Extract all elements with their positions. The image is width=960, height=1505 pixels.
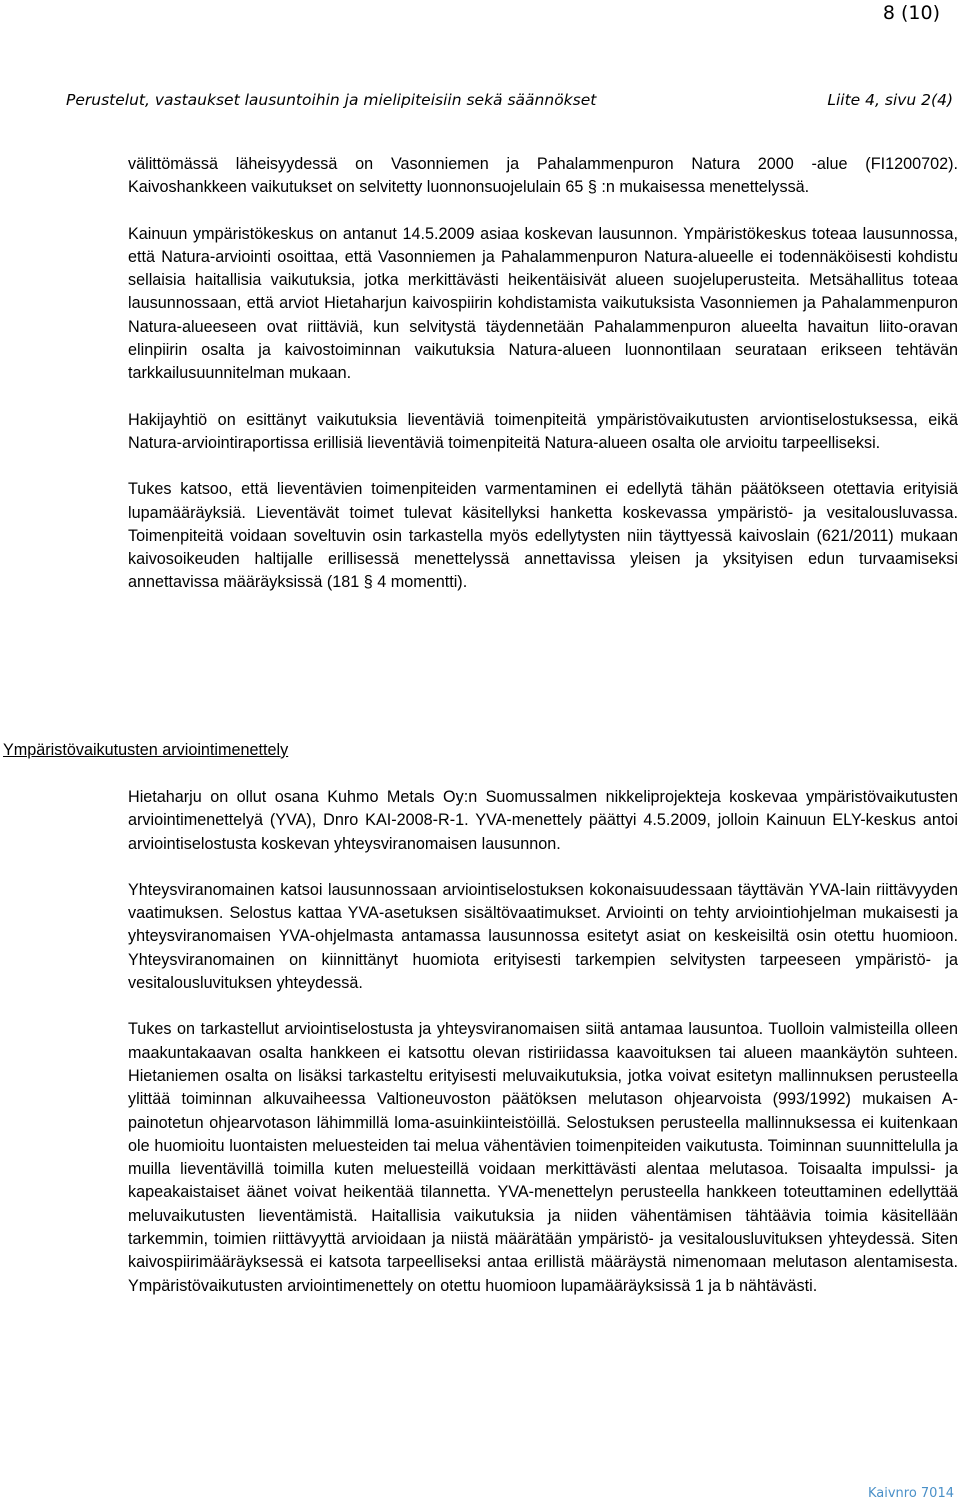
body-text-bottom (128, 786, 958, 1298)
paragraph: Hietaharju on ollut osana Kuhmo Metals Oy:n Suomussalmen nikkeliprojekteja koskevaa ympäristövaikutusten arviointimenettelyä (YVA), Dnro KAI-2008-R-1. YVA-menettely päättyi 4.5.2009, jolloin Kainuun ELY-keskus antoi arviointiselostusta koskevan yhteysviranomaisen lausunnon. (128, 788, 958, 853)
footer-kaivnro: Kaivnro 7014 (867, 1486, 954, 1501)
header-attachment-ref: Liite 4, sivu 2(4) (827, 91, 953, 109)
section-heading: Ympäristövaikutusten arviointimenettely (3, 741, 289, 759)
header-title: Perustelut, vastaukset lausuntoihin ja mielipiteisiin sekä säännökset (66, 91, 597, 109)
paragraph: Yhteysviranomainen katsoi lausunnossaan arviointiselostuksen kokonaisuudessaan täyttävän YVA-lain riittävyyden vaatimuksen. Selostus kattaa YVA-asetuksen sisältövaatimukset. Arviointi on tehty arviointiohjelman mukaisesti ja yhteysviranomaisen YVA-ohjelmasta antamassa lausunnossa esitetyt asiat on keskeisiltä osin otettu huomioon. Yhteysviranomainen on kiinnittänyt huomiota erityisesti tarkempien selvitysten tarpeeseen ympäristö- ja vesitalousluvituksen yhteydessä. (128, 880, 958, 993)
page-number: 8 (10) (882, 2, 940, 24)
paragraph: välittömässä läheisyydessä on Vasonniemen ja Pahalammenpuron Natura 2000 -alue (FI1200702). Kaivoshankkeen vaikutukset on selvitetty luonnonsuojelulain 65 § :n mukaisessa menettelyssä. (128, 155, 958, 197)
paragraph: Hakijayhtiö on esittänyt vaikutuksia lieventäviä toimenpiteitä ympäristövaikutusten arviontiselostuksessa, eikä Natura-arviointiraportissa erillisiä lieventäviä toimenpiteitä Natura-alueen osalta ole arvioitu tarpeelliseksi. (128, 410, 958, 452)
body-text-top (128, 153, 958, 595)
paragraph: Tukes katsoo, että lieventävien toimenpiteiden varmentaminen ei edellytä tähän päätökseen otettavia erityisiä lupamääräyksiä. Lieventävät toimet tulevat käsitellyksi hanketta koskevassa ympäristö- ja vesitalousluvassa. Toimenpiteitä voidaan soveltuvin osin tarkastella myös edellytysten niin täyttyessä kaivoslain (621/2011) mukaan kaivosoikeuden haltijalle erillisessä menettelyssä annettavissa yleisen ja yksityisen edun turvaamiseksi annettavissa määräyksissä (181 § 4 momentti). (128, 480, 958, 592)
paragraph: Tukes on tarkastellut arviointiselostusta ja yhteysviranomaisen siitä antamaa lausuntoa. Tuolloin valmisteilla olleen maakuntakaavan osalta hankkeen ei katsottu olevan ristiriidassa kaavoituksen tai alueen maankäytön suhteen. Hietaniemen osalta on lisäksi tarkasteltu erityisesti meluvaikutuksia, jotka voivat esitetyn mallinnuksen perusteella ylittää toiminnan alkuvaiheessa Valtioneuvoston päätöksen melutason ohjearvoista (993/1992) mukaisen A-painotetun ohjearvotason lähimmillä loma-asuinkiinteistöillä. Selostuksen perusteella mallinnuksessa ei kuitenkaan ole huomioitu luontaisten meluesteiden tai melua vähentävien toimenpiteiden vaikutusta. Toiminnan suunnittelulla ja muilla lieventävillä toimilla kuten meluesteillä voidaan merkittävästi alentaa melutasoa. Toisaalta impulssi- ja kapeakaistaiset äänet voivat heikentää tilannetta. YVA-menettelyn perusteella hankkeen toteuttaminen edellyttää meluvaikutusten lieventämistä. Haitallisia vaikutuksia ja niiden vähentämisen tähtäävia toimia käsitellään tarkemmin, toimien riittävyyttä arvioidaan ja niistä määrätään ympäristö- ja vesitalousluvituksen yhteydessä. Siten kaivospiirimääräyksessä ei katsota tarpeelliseksi antaa erillistä määräystä nimenomaan melutason alentamisesta. Ympäristövaikutusten arviointimenettely on otettu huomioon lupamääräyksissä 1 ja b nähtävästi. (128, 1020, 958, 1295)
paragraph: Kainuun ympäristökeskus on antanut 14.5.2009 asiaa koskevan lausunnon. Ympäristökeskus toteaa lausunnossa, että Natura-arviointi osoittaa, että Vasonniemen ja Pahalammenpuron Natura-alueelle ei todennäköisesti kohdistu sellaisia haitallisia vaikutuksia, jotka merkittävästi heikentäisivät alueen suojeluperusteita. Metsähallitus toteaa lausunnossaan, että arviot Hietaharjun kaivospiirin kohdistamista vaikutuksista Vasonniemen ja Pahalammenpuron Natura-alueeseen ovat riittäviä, kun selvitystä täydennetään Pahalammenpuron alueelta havaitun liito-oravan elinpiirin osalta ja kaivostoiminnan vaikutuksia Natura-alueen luonnontilaan seurataan erikseen tehtävän tarkkailusuunnitelman mukaan. (128, 224, 958, 383)
